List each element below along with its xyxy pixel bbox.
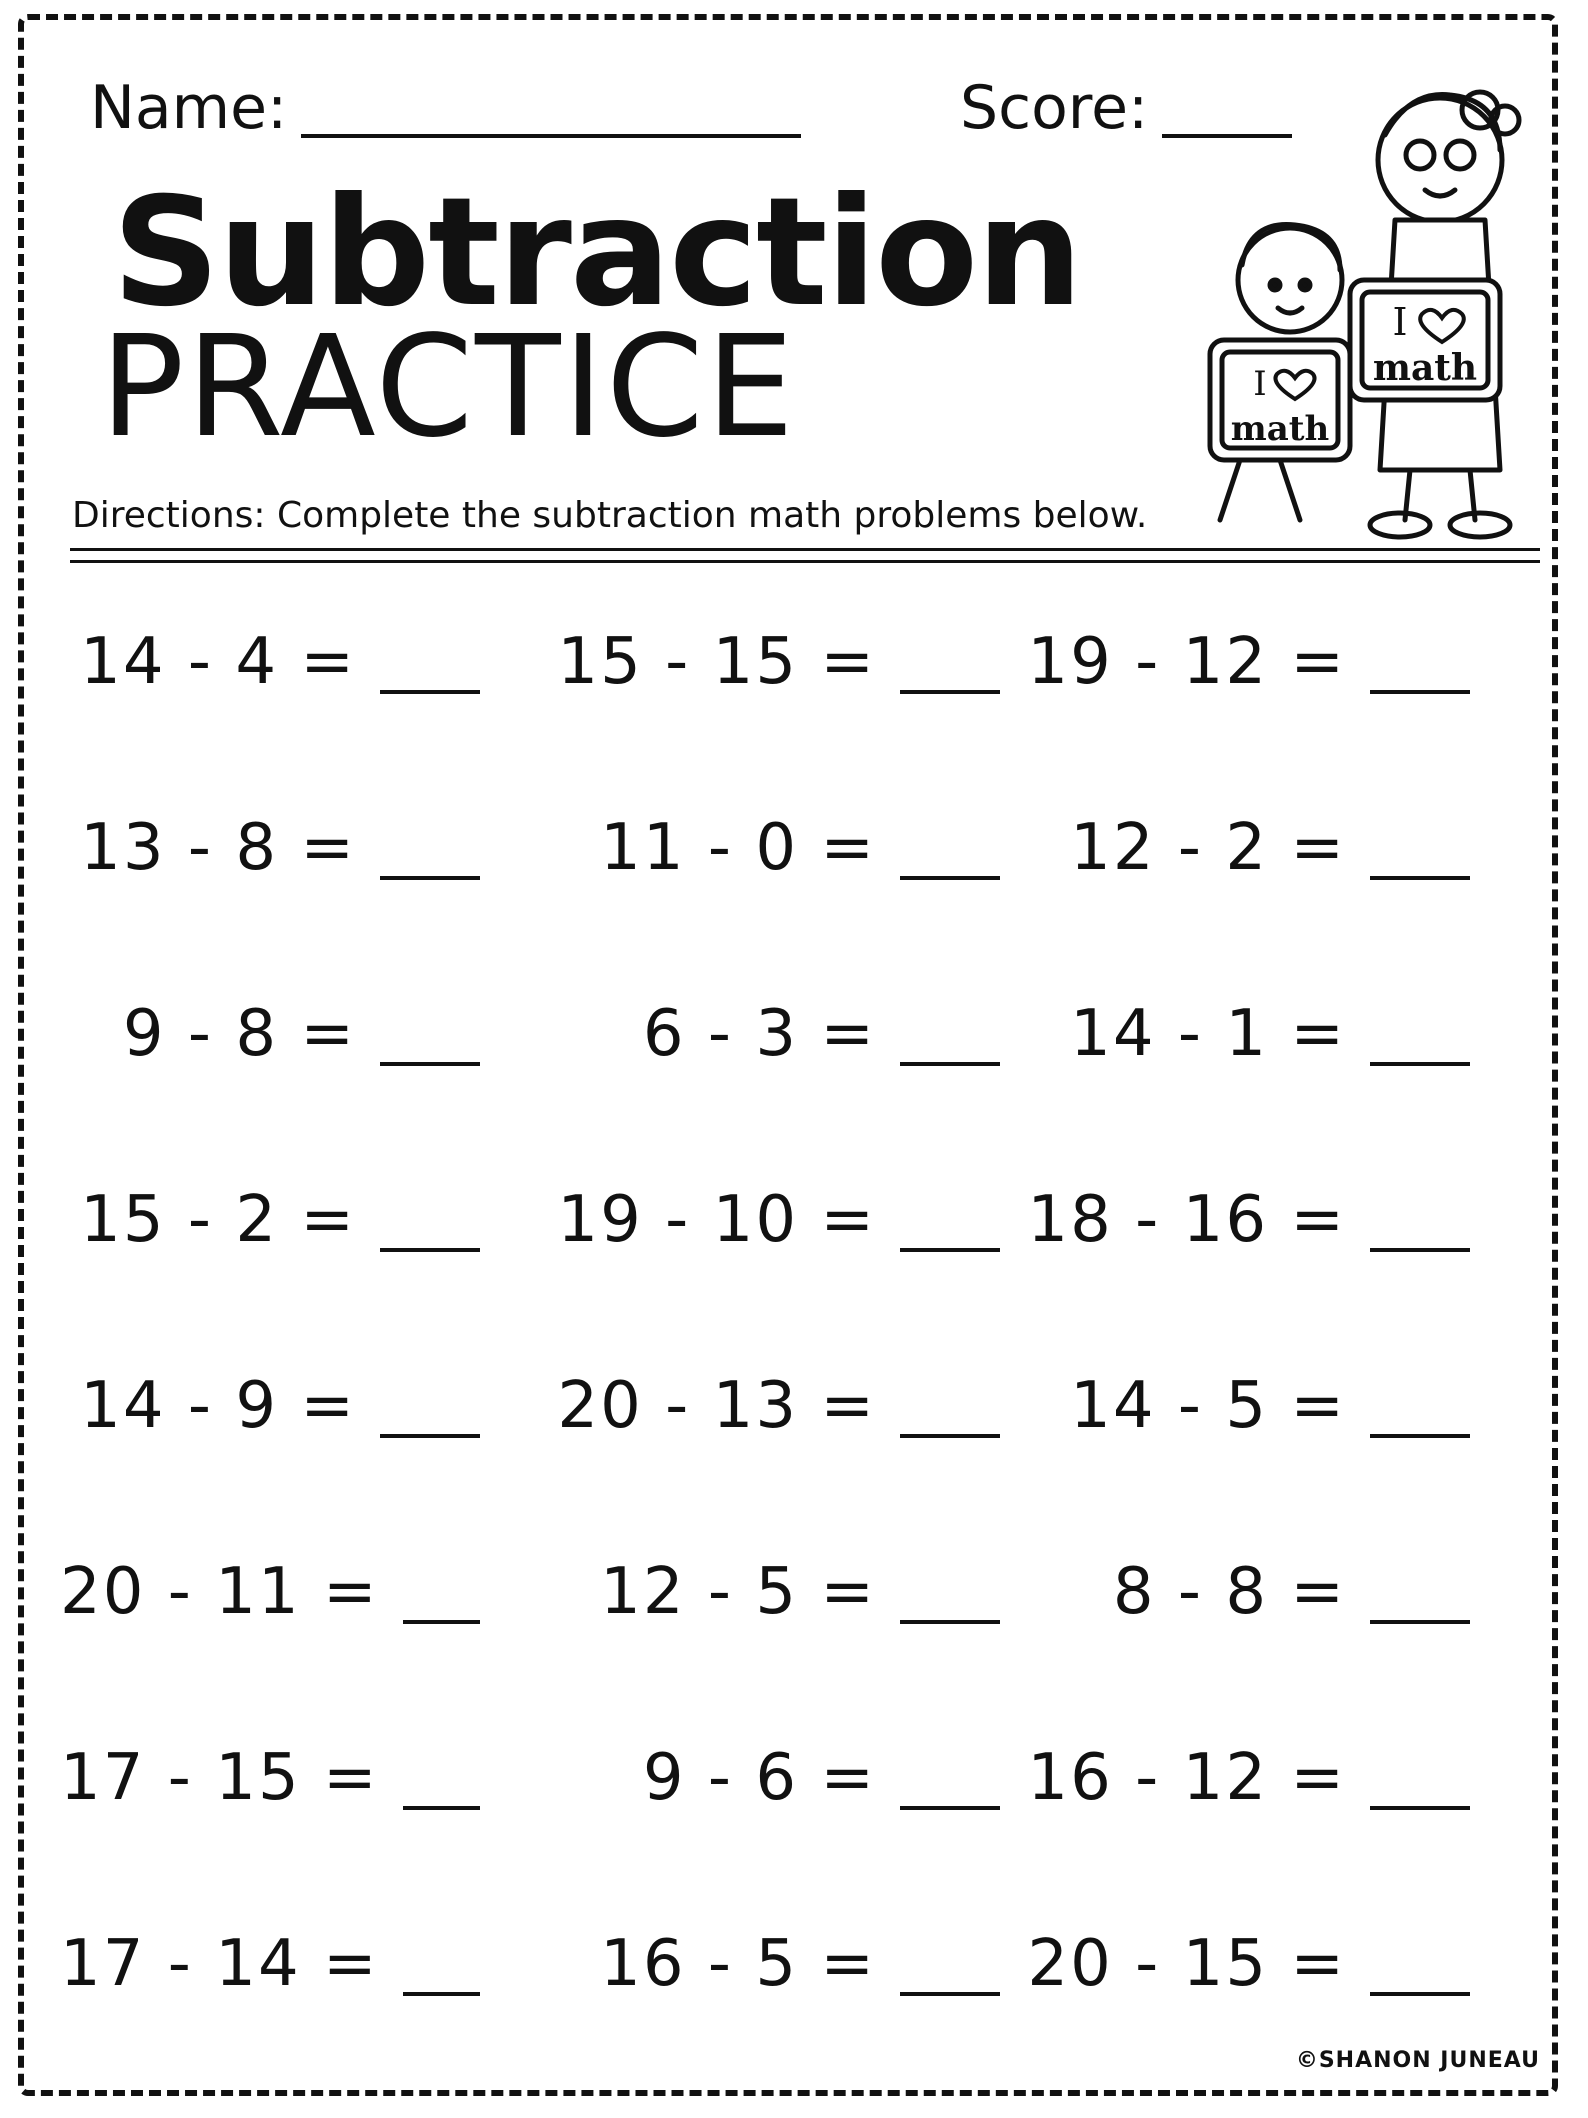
answer-blank[interactable] [900, 1378, 1000, 1438]
problem-expression: 14 - 1 = [1070, 997, 1346, 1071]
problem-expression: 8 - 8 = [1112, 1555, 1346, 1629]
problem-item [1010, 1741, 1480, 1815]
problem-item [1010, 811, 1480, 885]
problem-item [60, 1183, 490, 1257]
problem-item [1010, 625, 1480, 699]
problem-item [490, 1183, 1010, 1257]
directions-text: Directions: Complete the subtraction math problems below. [72, 495, 1148, 536]
problem-item [60, 625, 490, 699]
answer-blank[interactable] [403, 1936, 480, 1996]
problem-expression: 11 - 0 = [600, 811, 876, 885]
problem-expression: 20 - 15 = [1027, 1927, 1346, 2001]
boy-sign-text-2: math [1230, 409, 1330, 449]
problem-expression: 15 - 15 = [557, 625, 876, 699]
score-label: Score: [960, 73, 1149, 143]
answer-blank[interactable] [900, 1564, 1000, 1624]
problem-row [60, 625, 1520, 816]
answer-blank[interactable] [1370, 820, 1470, 880]
problem-expression: 17 - 14 = [60, 1927, 379, 2001]
problem-row [60, 1183, 1520, 1374]
problem-expression: 15 - 2 = [80, 1183, 356, 1257]
problem-row [60, 1927, 1520, 2118]
problem-expression: 20 - 13 = [557, 1369, 876, 1443]
problem-expression: 14 - 5 = [1070, 1369, 1346, 1443]
problem-item [490, 997, 1010, 1071]
problem-item [490, 625, 1010, 699]
problem-item [60, 1555, 490, 1629]
answer-blank[interactable] [1370, 1192, 1470, 1252]
answer-blank[interactable] [1370, 1378, 1470, 1438]
problem-expression: 9 - 8 = [122, 997, 356, 1071]
answer-blank[interactable] [1370, 1750, 1470, 1810]
problem-item [60, 1741, 490, 1815]
page-subtitle: PRACTICE [100, 306, 797, 469]
copyright-text: ©SHANON JUNEAU [1295, 2048, 1540, 2073]
problem-expression: 13 - 8 = [80, 811, 356, 885]
answer-blank[interactable] [900, 634, 1000, 694]
problem-item [60, 811, 490, 885]
name-blank-line[interactable] [301, 84, 801, 138]
problem-expression: 19 - 12 = [1027, 625, 1346, 699]
answer-blank[interactable] [380, 1192, 480, 1252]
problem-expression: 17 - 15 = [60, 1741, 379, 1815]
problem-item [1010, 1927, 1480, 2001]
answer-blank[interactable] [380, 820, 480, 880]
problem-item [490, 811, 1010, 885]
problem-expression: 12 - 5 = [600, 1555, 876, 1629]
problem-row [60, 997, 1520, 1188]
problem-item [1010, 1369, 1480, 1443]
problem-row [60, 1741, 1520, 1932]
answer-blank[interactable] [380, 1006, 480, 1066]
problem-item [1010, 1183, 1480, 1257]
answer-blank[interactable] [900, 1936, 1000, 1996]
problem-row [60, 811, 1520, 1002]
page-title: Subtraction [112, 166, 1081, 340]
answer-blank[interactable] [900, 820, 1000, 880]
kids-clipart-image [1180, 40, 1550, 540]
problem-expression: 16 - 5 = [600, 1927, 876, 2001]
answer-blank[interactable] [1370, 634, 1470, 694]
problem-item [60, 1927, 490, 2001]
problem-expression: 9 - 6 = [642, 1741, 876, 1815]
answer-blank[interactable] [403, 1564, 480, 1624]
problem-item [490, 1741, 1010, 1815]
problem-expression: 12 - 2 = [1070, 811, 1346, 885]
answer-blank[interactable] [1370, 1006, 1470, 1066]
problem-item [490, 1927, 1010, 2001]
problem-item [1010, 1555, 1480, 1629]
problem-row [60, 1555, 1520, 1746]
answer-blank[interactable] [380, 1378, 480, 1438]
problem-item [1010, 997, 1480, 1071]
divider-line [70, 548, 1540, 551]
name-field[interactable] [90, 73, 801, 143]
problem-expression: 20 - 11 = [60, 1555, 379, 1629]
girl-sign-text-1: I [1392, 300, 1408, 344]
problem-expression: 14 - 4 = [80, 625, 356, 699]
problem-item [60, 997, 490, 1071]
divider-line [70, 560, 1540, 563]
problem-item [490, 1369, 1010, 1443]
answer-blank[interactable] [900, 1192, 1000, 1252]
answer-blank[interactable] [403, 1750, 480, 1810]
problem-expression: 14 - 9 = [80, 1369, 356, 1443]
problem-expression: 6 - 3 = [642, 997, 876, 1071]
name-label: Name: [90, 73, 288, 143]
answer-blank[interactable] [380, 634, 480, 694]
problem-expression: 16 - 12 = [1027, 1741, 1346, 1815]
problem-expression: 18 - 16 = [1027, 1183, 1346, 1257]
problem-expression: 19 - 10 = [557, 1183, 876, 1257]
problem-row [60, 1369, 1520, 1560]
answer-blank[interactable] [900, 1750, 1000, 1810]
problems-grid [60, 625, 1520, 2118]
boy-sign-text-1: I [1253, 364, 1267, 404]
answer-blank[interactable] [900, 1006, 1000, 1066]
girl-sign-text-2: math [1372, 347, 1478, 389]
problem-item [490, 1555, 1010, 1629]
problem-item [60, 1369, 490, 1443]
answer-blank[interactable] [1370, 1564, 1470, 1624]
answer-blank[interactable] [1370, 1936, 1470, 1996]
